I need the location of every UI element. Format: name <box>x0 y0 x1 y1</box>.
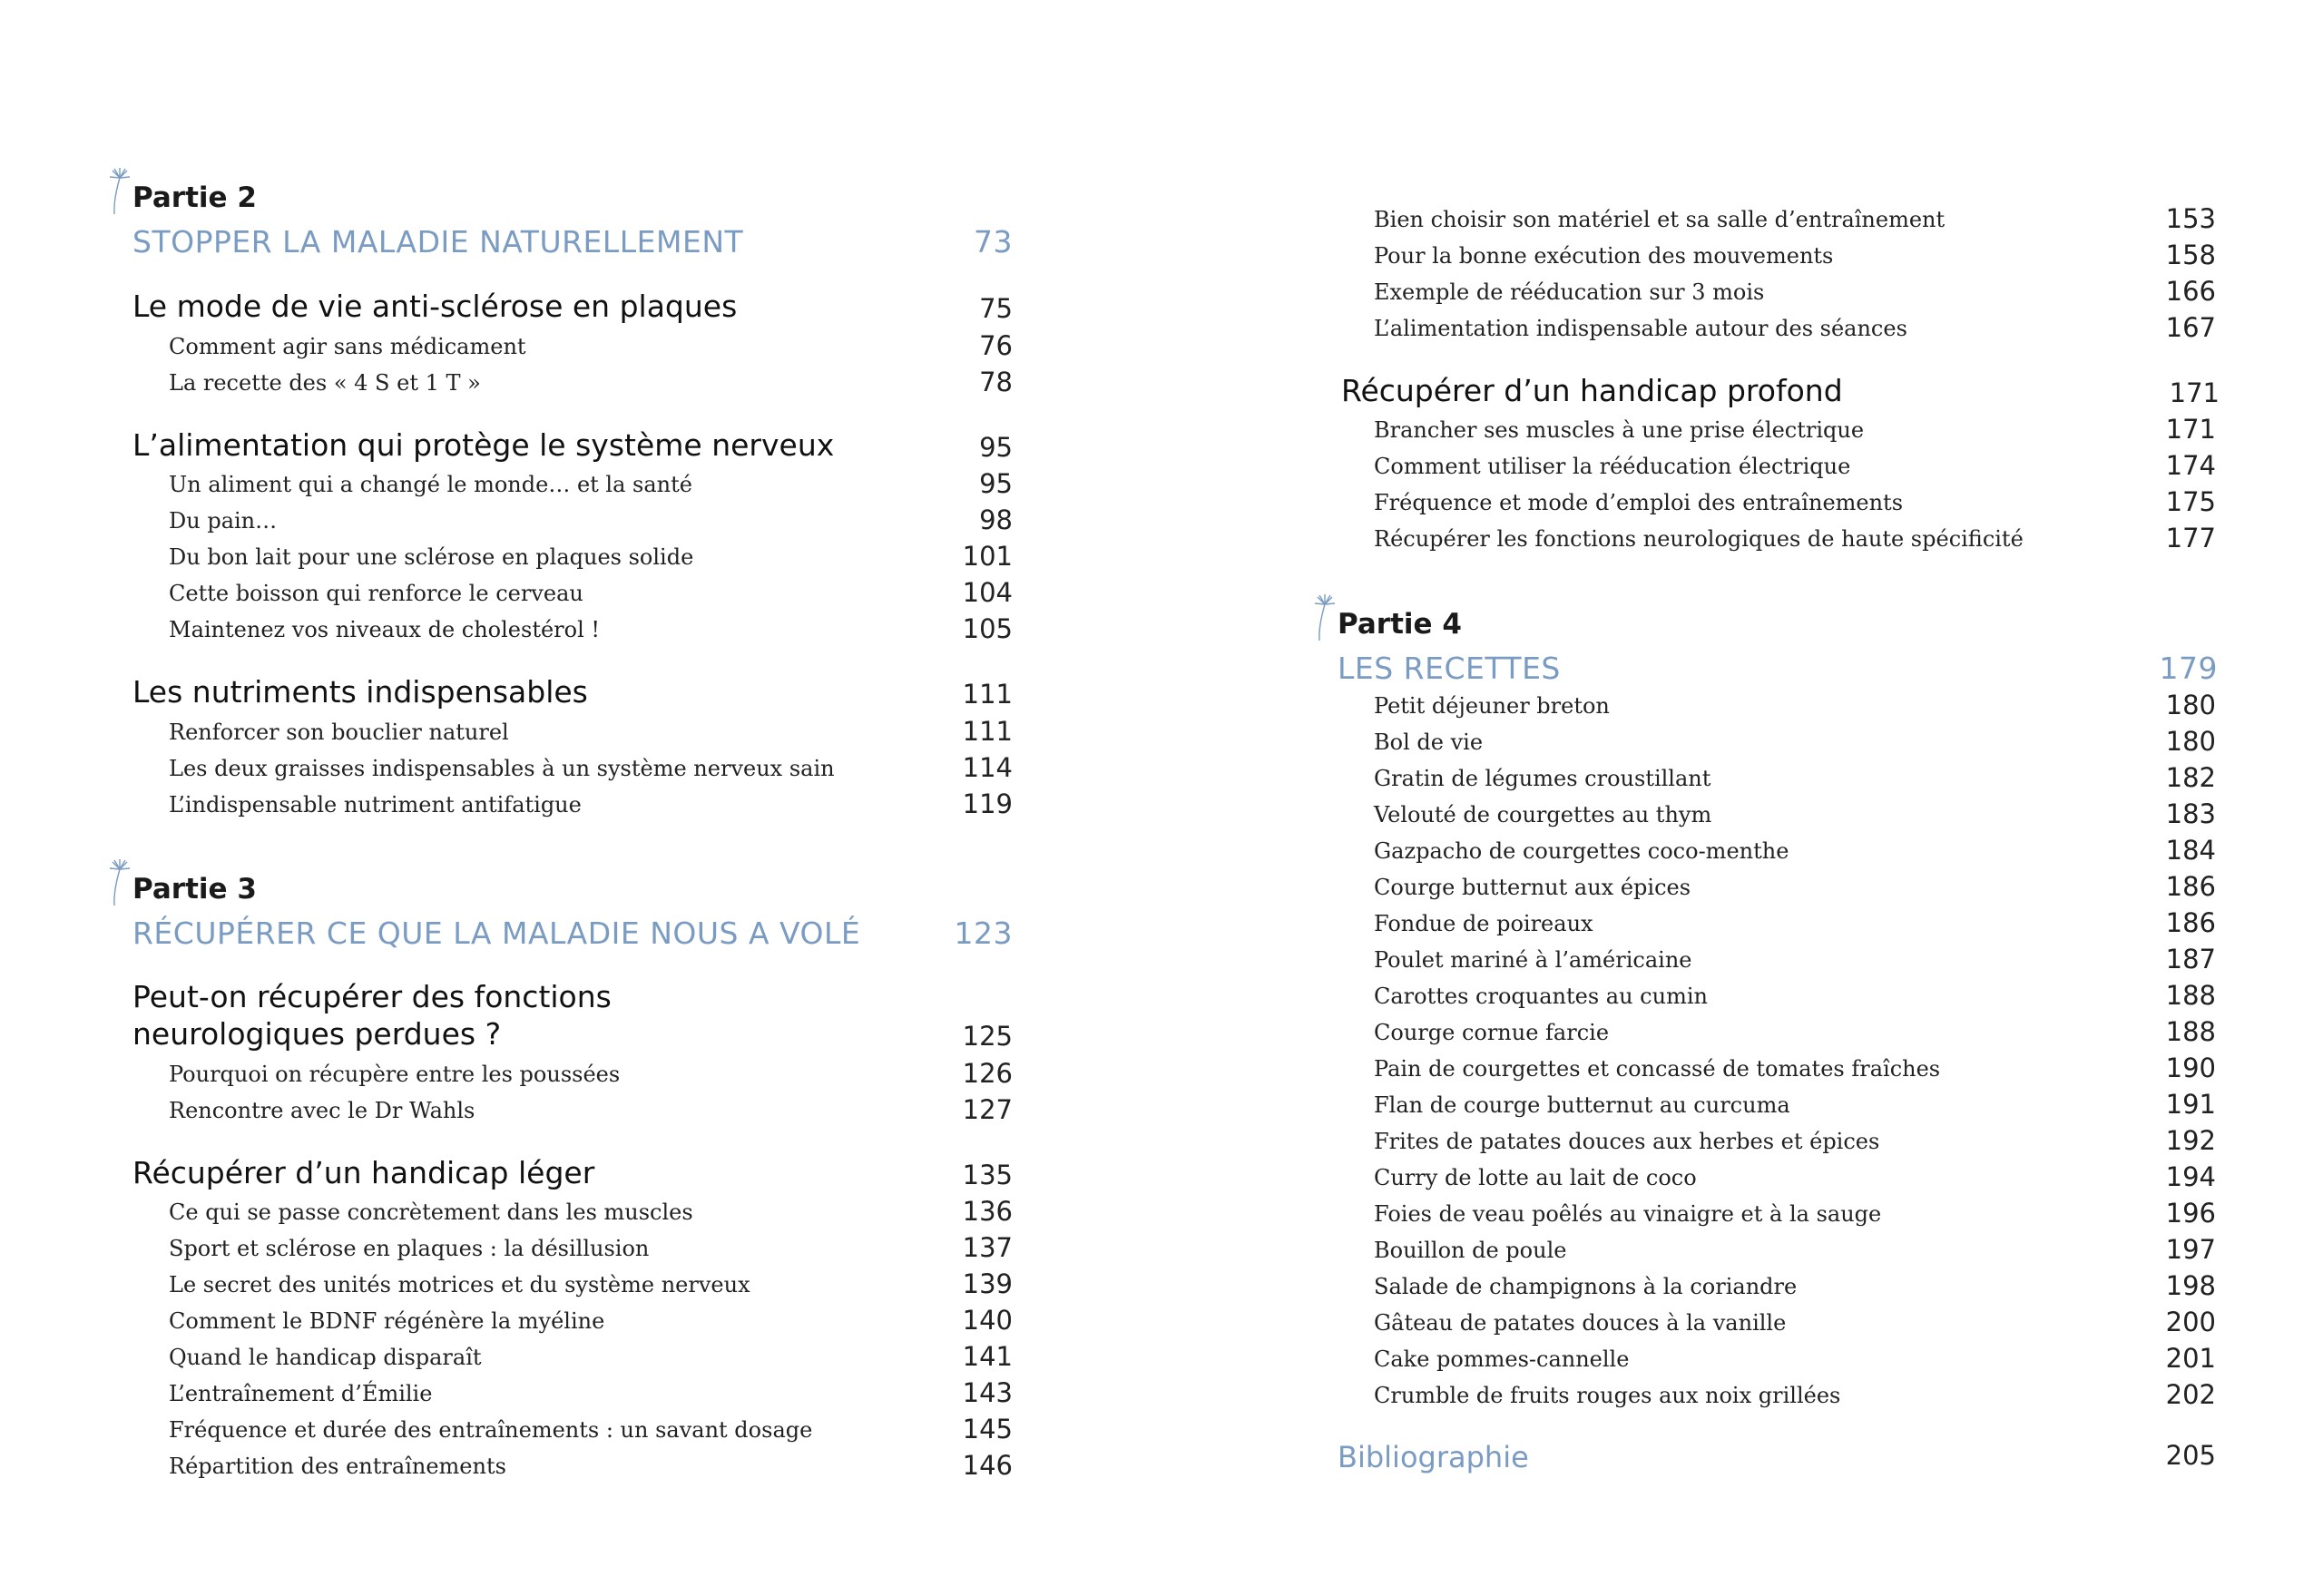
toc-entry[interactable] <box>1374 1125 2216 1156</box>
entry-title: Renforcer son bouclier naturel <box>169 720 509 745</box>
chapter-heading[interactable] <box>132 673 1013 710</box>
entry-title: Les deux graisses indispensables à un système nerveux sain <box>169 756 835 781</box>
part-title-text: LES RECETTES <box>1338 651 1561 686</box>
page-number: 136 <box>962 1196 1013 1227</box>
part-title[interactable] <box>132 224 1013 259</box>
entry-title: Foies de veau poêlés au vinaigre et à la sauge <box>1374 1201 1882 1227</box>
page-number: 75 <box>979 293 1013 324</box>
page-number: 98 <box>979 504 1013 535</box>
page-number: 190 <box>2165 1053 2216 1083</box>
toc-entry[interactable] <box>1374 1161 2216 1192</box>
toc-entry[interactable] <box>1374 1379 2216 1410</box>
entry-title: Brancher ses muscles à une prise électrique <box>1374 417 1865 443</box>
chapter-heading[interactable] <box>132 1154 1013 1191</box>
page-number: 192 <box>2165 1125 2216 1156</box>
chapter-title: Récupérer d’un handicap léger <box>132 1155 595 1190</box>
page-number: 205 <box>2165 1440 2216 1471</box>
entry-title: Maintenez vos niveaux de cholestérol ! <box>169 617 601 642</box>
toc-entry[interactable] <box>1374 203 2216 234</box>
toc-entry[interactable] <box>1374 762 2216 793</box>
entry-title: Le secret des unités motrices et du système nerveux <box>169 1272 750 1297</box>
page-number: 153 <box>2165 203 2216 234</box>
page-number: 177 <box>2165 523 2216 553</box>
page-number: 95 <box>979 468 1013 499</box>
chapter-heading[interactable] <box>1341 372 2220 409</box>
entry-title: Gâteau de patates douces à la vanille <box>1374 1310 1787 1336</box>
page-number: 186 <box>2165 871 2216 902</box>
chapter-title: Le mode de vie anti-sclérose en plaques <box>132 289 738 324</box>
toc-entry[interactable] <box>1374 907 2216 938</box>
chapter-title: Récupérer d’un handicap profond <box>1341 373 1843 408</box>
toc-entry[interactable] <box>1374 1307 2216 1337</box>
toc-entry[interactable] <box>1374 871 2216 902</box>
page-number: 186 <box>2165 907 2216 938</box>
entry-title: Courge butternut aux épices <box>1374 875 1691 900</box>
page-number: 95 <box>979 432 1013 463</box>
toc-entry[interactable] <box>169 577 1013 608</box>
part-title[interactable] <box>132 915 1013 951</box>
toc-entry[interactable] <box>1374 726 2216 757</box>
toc-entry[interactable] <box>1374 1089 2216 1120</box>
toc-entry[interactable] <box>169 1341 1013 1372</box>
toc-entry[interactable] <box>1374 414 2216 445</box>
entry-title: L’alimentation indispensable autour des séances <box>1374 316 1907 341</box>
page-number: 146 <box>962 1450 1013 1481</box>
entry-title: Quand le handicap disparaît <box>169 1345 482 1370</box>
chapter-title-line: neurologiques perdues ? <box>132 1016 502 1053</box>
entry-title: Fondue de poireaux <box>1374 911 1593 936</box>
toc-entry[interactable] <box>169 1196 1013 1227</box>
part-title-text: STOPPER LA MALADIE NATURELLEMENT <box>132 224 744 259</box>
entry-title: La recette des « 4 S et 1 T » <box>169 370 481 396</box>
toc-entry[interactable] <box>1374 450 2216 481</box>
page-number: 166 <box>2165 276 2216 307</box>
toc-entry[interactable] <box>169 1305 1013 1336</box>
page-number: 76 <box>979 330 1013 361</box>
toc-entry[interactable] <box>169 1094 1013 1125</box>
entry-title: Récupérer les fonctions neurologiques de haute spécificité <box>1374 526 2024 552</box>
entry-title: Pour la bonne exécution des mouvements <box>1374 243 1834 269</box>
page-number: 114 <box>962 752 1013 783</box>
entry-title: Du pain… <box>169 508 278 534</box>
entry-title: Curry de lotte au lait de coco <box>1374 1165 1697 1190</box>
page-number: 101 <box>962 541 1013 572</box>
page-number: 175 <box>2165 486 2216 517</box>
page-number: 182 <box>2165 762 2216 793</box>
entry-title: Petit déjeuner breton <box>1374 693 1610 719</box>
entry-title: Crumble de fruits rouges aux noix grillées <box>1374 1383 1841 1408</box>
toc-entry[interactable] <box>1374 798 2216 829</box>
page-number: 137 <box>962 1232 1013 1263</box>
page-number: 104 <box>962 577 1013 608</box>
chapter-heading[interactable] <box>132 978 1013 1053</box>
entry-title: Comment le BDNF régénère la myéline <box>169 1308 605 1334</box>
page-number: 183 <box>2165 798 2216 829</box>
toc-entry[interactable] <box>1374 1343 2216 1374</box>
part-title[interactable] <box>1338 651 2218 686</box>
page-number: 158 <box>2165 240 2216 270</box>
page-number: 197 <box>2165 1234 2216 1265</box>
page-number: 180 <box>2165 690 2216 720</box>
toc-entry[interactable] <box>169 716 1013 747</box>
toc-entry[interactable] <box>1374 1016 2216 1047</box>
entry-title: Un aliment qui a changé le monde… et la santé <box>169 472 692 497</box>
toc-entry[interactable] <box>1374 690 2216 720</box>
page-number: 111 <box>962 716 1013 747</box>
page-number: 105 <box>962 613 1013 644</box>
chapter-title: L’alimentation qui protège le système nerveux <box>132 427 835 463</box>
page-number: 171 <box>2169 377 2220 408</box>
page-number: 202 <box>2165 1379 2216 1410</box>
page-number: 135 <box>962 1160 1013 1190</box>
page-number: 194 <box>2165 1161 2216 1192</box>
page-number: 201 <box>2165 1343 2216 1374</box>
entry-title: Flan de courge butternut au curcuma <box>1374 1092 1790 1118</box>
entry-title: Sport et sclérose en plaques : la désillusion <box>169 1236 650 1261</box>
toc-entry[interactable] <box>1374 1198 2216 1229</box>
page-number: 184 <box>2165 835 2216 866</box>
entry-title: Fréquence et mode d’emploi des entraînements <box>1374 490 1904 515</box>
toc-entry[interactable] <box>1374 944 2216 974</box>
toc-entry[interactable] <box>1374 276 2216 307</box>
toc-entry[interactable] <box>1374 523 2216 553</box>
chapter-title: Les nutriments indispensables <box>132 674 588 710</box>
entry-title: Exemple de rééducation sur 3 mois <box>1374 279 1765 305</box>
toc-entry[interactable] <box>169 1377 1013 1408</box>
toc-entry[interactable] <box>1374 1234 2216 1265</box>
bibliography-title: Bibliographie <box>1338 1440 1529 1474</box>
entry-title: Fréquence et durée des entraînements : un savant dosage <box>169 1417 813 1443</box>
chapter-title-line: Peut-on récupérer des fonctions <box>132 979 612 1014</box>
page-number: 145 <box>962 1414 1013 1444</box>
entry-title: Pain de courgettes et concassé de tomates fraîches <box>1374 1056 1941 1082</box>
page-number: 78 <box>979 367 1013 397</box>
toc-entry[interactable] <box>169 367 1013 397</box>
page-number: 141 <box>962 1341 1013 1372</box>
page-number: 196 <box>2165 1198 2216 1229</box>
toc-entry[interactable] <box>1374 1270 2216 1301</box>
entry-title: Bol de vie <box>1374 729 1484 755</box>
bibliography-entry[interactable] <box>1338 1440 2216 1474</box>
toc-entry[interactable] <box>1374 835 2216 866</box>
page-number: 188 <box>2165 1016 2216 1047</box>
page-number: 167 <box>2165 312 2216 343</box>
entry-title: Velouté de courgettes au thym <box>1374 802 1712 827</box>
page-number: 188 <box>2165 980 2216 1011</box>
entry-title: Ce qui se passe concrètement dans les muscles <box>169 1199 693 1225</box>
page-number: 125 <box>962 1021 1013 1053</box>
page-number: 143 <box>962 1377 1013 1408</box>
page-number: 126 <box>962 1058 1013 1089</box>
toc-entry[interactable] <box>169 1450 1013 1481</box>
entry-title: Frites de patates douces aux herbes et épices <box>1374 1129 1880 1154</box>
toc-entry[interactable] <box>169 1414 1013 1444</box>
entry-title: Gazpacho de courgettes coco-menthe <box>1374 838 1789 864</box>
toc-entry[interactable] <box>169 613 1013 644</box>
entry-title: Carottes croquantes au cumin <box>1374 984 1708 1009</box>
entry-title: Pourquoi on récupère entre les poussées <box>169 1062 621 1087</box>
entry-title: Poulet mariné à l’américaine <box>1374 947 1692 973</box>
page-number: 191 <box>2165 1089 2216 1120</box>
page-number: 179 <box>2159 651 2218 686</box>
entry-title: Salade de champignons à la coriandre <box>1374 1274 1798 1299</box>
toc-entry[interactable] <box>169 1058 1013 1089</box>
toc-entry[interactable] <box>169 1232 1013 1263</box>
entry-title: Bien choisir son matériel et sa salle d’entraînement <box>1374 207 1946 232</box>
entry-title: Bouillon de poule <box>1374 1238 1567 1263</box>
page-number: 180 <box>2165 726 2216 757</box>
entry-title: L’indispensable nutriment antifatigue <box>169 792 582 818</box>
toc-entry[interactable] <box>169 504 1013 535</box>
entry-title: Comment utiliser la rééducation électrique <box>1374 454 1851 479</box>
page-number: 127 <box>962 1094 1013 1125</box>
page-number: 198 <box>2165 1270 2216 1301</box>
toc-entry[interactable] <box>1374 980 2216 1011</box>
entry-title: Rencontre avec le Dr Wahls <box>169 1098 475 1123</box>
toc-entry[interactable] <box>1374 1053 2216 1083</box>
page-number: 140 <box>962 1305 1013 1336</box>
part-title-text: RÉCUPÉRER CE QUE LA MALADIE NOUS A VOLÉ <box>132 915 861 951</box>
part-label: Partie 3 <box>132 873 257 906</box>
chapter-heading[interactable] <box>132 426 1013 464</box>
page-number: 139 <box>962 1268 1013 1299</box>
part-label: Partie 2 <box>132 181 257 214</box>
entry-title: Cette boisson qui renforce le cerveau <box>169 581 583 606</box>
entry-title: L’entraînement d’Émilie <box>169 1381 433 1406</box>
entry-title: Comment agir sans médicament <box>169 334 526 359</box>
entry-title: Cake pommes-cannelle <box>1374 1346 1630 1372</box>
page-number: 187 <box>2165 944 2216 974</box>
chapter-heading[interactable] <box>132 288 1013 325</box>
page-number: 123 <box>954 915 1013 951</box>
toc-entry[interactable] <box>169 752 1013 783</box>
toc-entry[interactable] <box>169 330 1013 361</box>
toc-entry[interactable] <box>169 541 1013 572</box>
part-label: Partie 4 <box>1338 608 1462 641</box>
toc-entry[interactable] <box>1374 486 2216 517</box>
toc-entry[interactable] <box>169 788 1013 819</box>
entry-title: Du bon lait pour une sclérose en plaques solide <box>169 544 694 570</box>
toc-entry[interactable] <box>169 468 1013 499</box>
page-number: 174 <box>2165 450 2216 481</box>
page-number: 200 <box>2165 1307 2216 1337</box>
entry-title: Courge cornue farcie <box>1374 1020 1610 1045</box>
page-number: 73 <box>974 224 1013 259</box>
page-number: 171 <box>2165 414 2216 445</box>
page-number: 119 <box>962 788 1013 819</box>
toc-entry[interactable] <box>1374 240 2216 270</box>
page-number: 111 <box>962 679 1013 710</box>
toc-entry[interactable] <box>1374 312 2216 343</box>
entry-title: Gratin de légumes croustillant <box>1374 766 1711 791</box>
toc-entry[interactable] <box>169 1268 1013 1299</box>
entry-title: Répartition des entraînements <box>169 1454 506 1479</box>
